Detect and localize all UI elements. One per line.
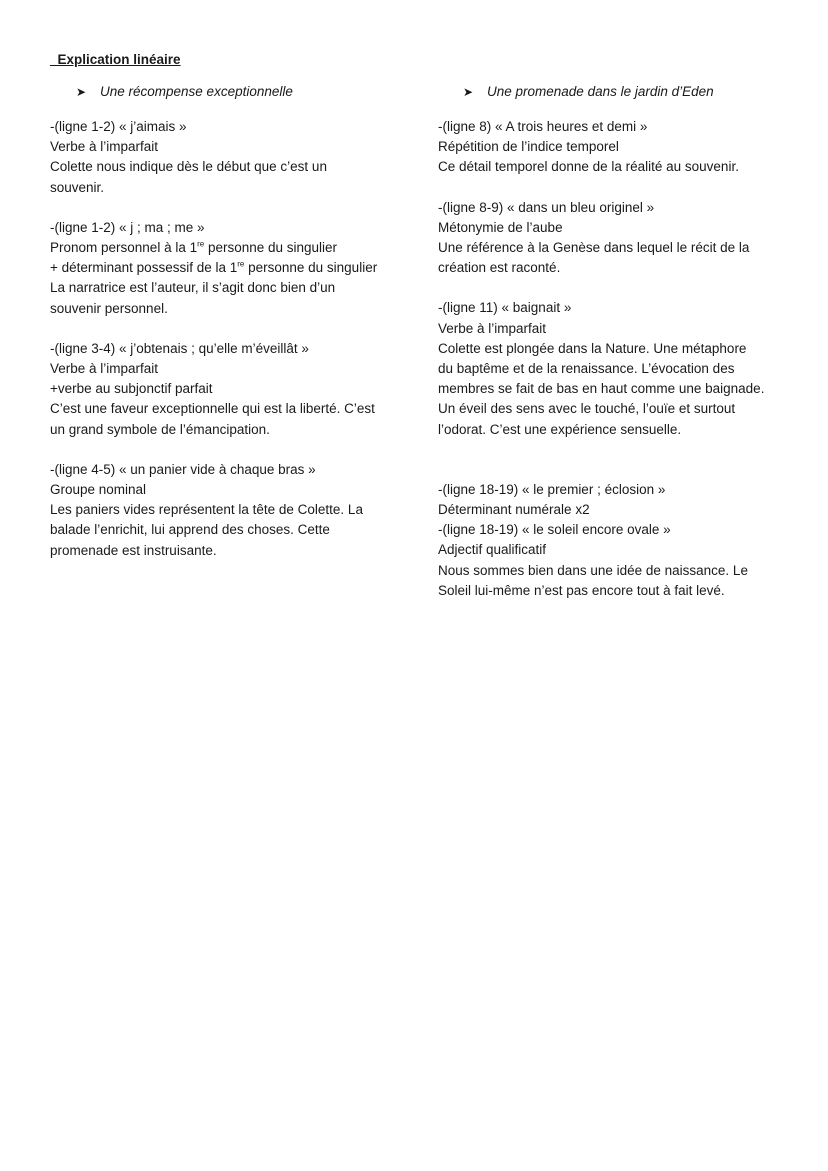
line: l’odorat. C’est une expérience sensuelle.: [438, 421, 682, 437]
left-heading-text: Une récompense exceptionnelle: [100, 84, 293, 99]
line: -(ligne 11) « baignait »: [438, 300, 572, 316]
line: membres se fait de bas en haut comme une baignade.: [438, 381, 765, 397]
left-block-4: [50, 460, 395, 561]
line: Répétition de l’indice temporel: [438, 139, 619, 155]
line-part: + déterminant possessif de la 1: [50, 260, 238, 276]
line: Métonymie de l’aube: [438, 219, 563, 235]
line: un grand symbole de l’émancipation.: [50, 421, 270, 437]
left-column: [50, 82, 395, 561]
right-block-4: [438, 480, 788, 601]
page-title: _Explication linéaire: [50, 52, 181, 67]
line: Ce détail temporel donne de la réalité au souvenir.: [438, 159, 739, 175]
line: Colette nous indique dès le début que c’est un: [50, 159, 327, 175]
line-part: Pronom personnel à la 1: [50, 240, 198, 256]
line: Déterminant numérale x2: [438, 502, 590, 518]
line: Soleil lui-même n’est pas encore tout à fait levé.: [438, 582, 725, 598]
line: -(ligne 8) « A trois heures et demi »: [438, 119, 648, 134]
line: Nous sommes bien dans une idée de naissance. Le: [438, 562, 748, 578]
line: -(ligne 8-9) « dans un bleu originel »: [438, 199, 655, 215]
line: Verbe à l’imparfait: [438, 320, 547, 336]
line: Un éveil des sens avec le touché, l’ouïe et surtout: [438, 401, 736, 417]
superscript: re: [237, 259, 245, 269]
line: -(ligne 3-4) « j’obtenais ; qu’elle m’éveillât »: [50, 340, 309, 356]
line: création est raconté.: [438, 260, 561, 276]
superscript: re: [197, 239, 205, 249]
arrow-bullet-icon: ➤: [76, 85, 87, 99]
line: -(ligne 18-19) « le soleil encore ovale »: [438, 522, 671, 538]
left-section-heading: [50, 82, 395, 102]
line: souvenir personnel.: [50, 300, 168, 316]
line-part: personne du singulier: [204, 240, 338, 256]
line: Verbe à l’imparfait: [50, 361, 159, 377]
line: souvenir.: [50, 179, 105, 195]
line: Les paniers vides représentent la tête de Colette. La: [50, 502, 363, 518]
line: [50, 238, 395, 258]
line: La narratrice est l’auteur, il s’agit donc bien d’un: [50, 280, 336, 296]
line: -(ligne 18-19) « le premier ; éclosion »: [438, 481, 666, 497]
line: Adjectif qualificatif: [438, 542, 547, 558]
line: -(ligne 1-2) « j’aimais »: [50, 119, 187, 134]
right-block-2: [438, 198, 788, 279]
left-block-1: [50, 117, 395, 198]
line: +verbe au subjonctif parfait: [50, 381, 213, 397]
line: du baptême et de la renaissance. L’évocation des: [438, 361, 735, 377]
left-block-3: [50, 339, 395, 440]
line: -(ligne 4-5) « un panier vide à chaque bras »: [50, 461, 316, 477]
line: Groupe nominal: [50, 482, 147, 498]
line-part: personne du singulier: [244, 260, 378, 276]
left-block-2: [50, 218, 395, 319]
line: -(ligne 1-2) « j ; ma ; me »: [50, 219, 205, 235]
line: Une référence à la Genèse dans lequel le récit de la: [438, 240, 750, 256]
right-block-1: [438, 117, 788, 178]
right-block-3: [438, 298, 788, 439]
arrow-bullet-icon: ➤: [463, 85, 474, 99]
right-section-heading: [438, 82, 788, 102]
line: promenade est instruisante.: [50, 542, 217, 558]
line: Verbe à l’imparfait: [50, 139, 159, 155]
right-column: [438, 82, 788, 601]
line: C’est une faveur exceptionnelle qui est la liberté. C’est: [50, 401, 375, 417]
line: [50, 258, 395, 278]
right-heading-text: Une promenade dans le jardin d’Eden: [487, 84, 714, 99]
line: Colette est plongée dans la Nature. Une métaphore: [438, 340, 747, 356]
line: balade l’enrichit, lui apprend des choses. Cette: [50, 522, 330, 538]
